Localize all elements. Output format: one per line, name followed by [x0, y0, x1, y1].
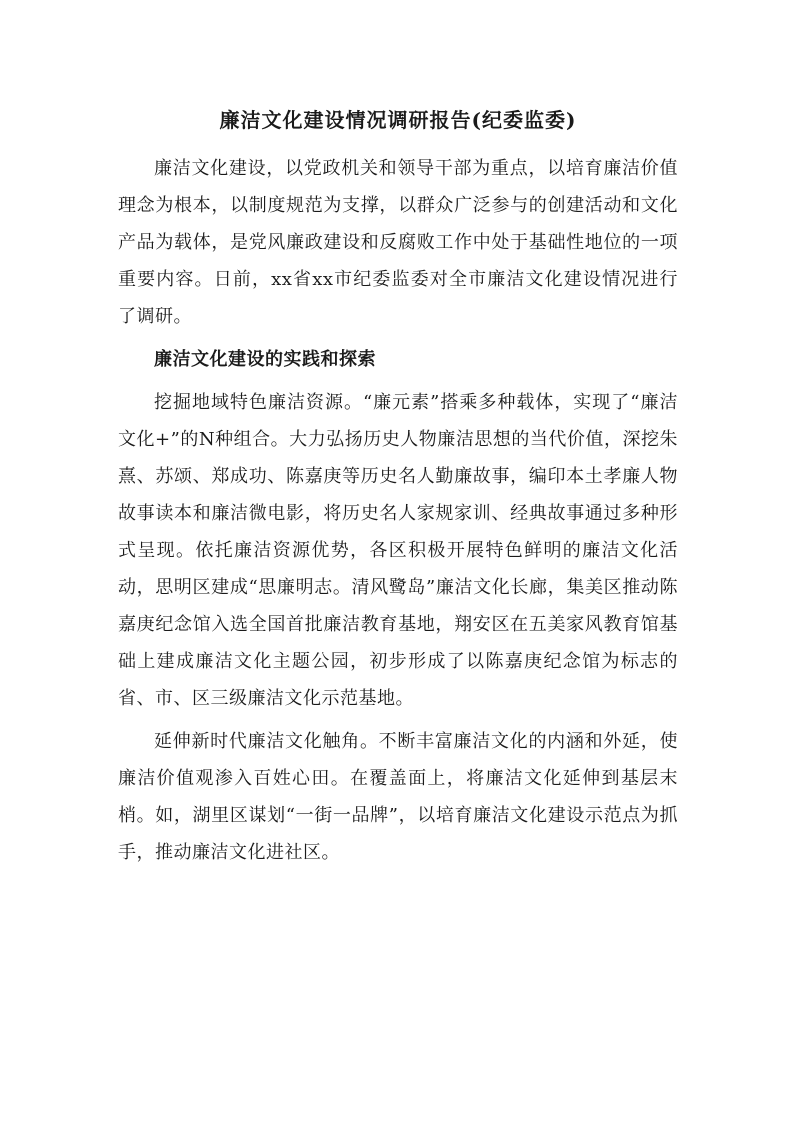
section-paragraph-2: 延伸新时代廉洁文化触角。不断丰富廉洁文化的内涵和外延，使廉洁价值观渗入百姓心田。在覆盖面上，将廉洁文化延伸到基层末梢。如，湖里区谋划“一街一品牌”，以培育廉洁文化建设示范点为抓手，推动廉洁文化进社区。 [118, 731, 678, 863]
document-title: 廉洁文化建设情况调研报告(纪委监委) [219, 108, 577, 132]
section-paragraph-1: 挖掘地域特色廉洁资源。“廉元素”搭乘多种载体，实现了“廉洁文化+”的N种组合。大力弘扬历史人物廉洁思想的当代价值，深挖朱熹、苏颂、郑成功、陈嘉庚等历史名人勤廉故事，编印本土孝廉人物故事读本和廉洁微电影，将历史名人家规家训、经典故事通过多种形式呈现。依托廉洁资源优势，各区积极开展特色鲜明的廉洁文化活动，思明区建成“思廉明志。清风鹭岛”廉洁文化长廊，集美区推动陈嘉庚纪念馆入选全国首批廉洁教育基地，翔安区在五美家风教育馆基础上建成廉洁文化主题公园，初步形成了以陈嘉庚纪念馆为标志的省、市、区三级廉洁文化示范基地。 [118, 392, 678, 709]
document-page [118, 100, 678, 877]
intro-paragraph: 廉洁文化建设，以党政机关和领导干部为重点，以培育廉洁价值理念为根本，以制度规范为支撑，以群众广泛参与的创建活动和文化产品为载体，是党风廉政建设和反腐败工作中处于基础性地位的一项重要内容。日前，xx省xx市纪委监委对全市廉洁文化建设情况进行了调研。 [118, 158, 678, 327]
section-heading: 廉洁文化建设的实践和探索 [154, 349, 376, 370]
